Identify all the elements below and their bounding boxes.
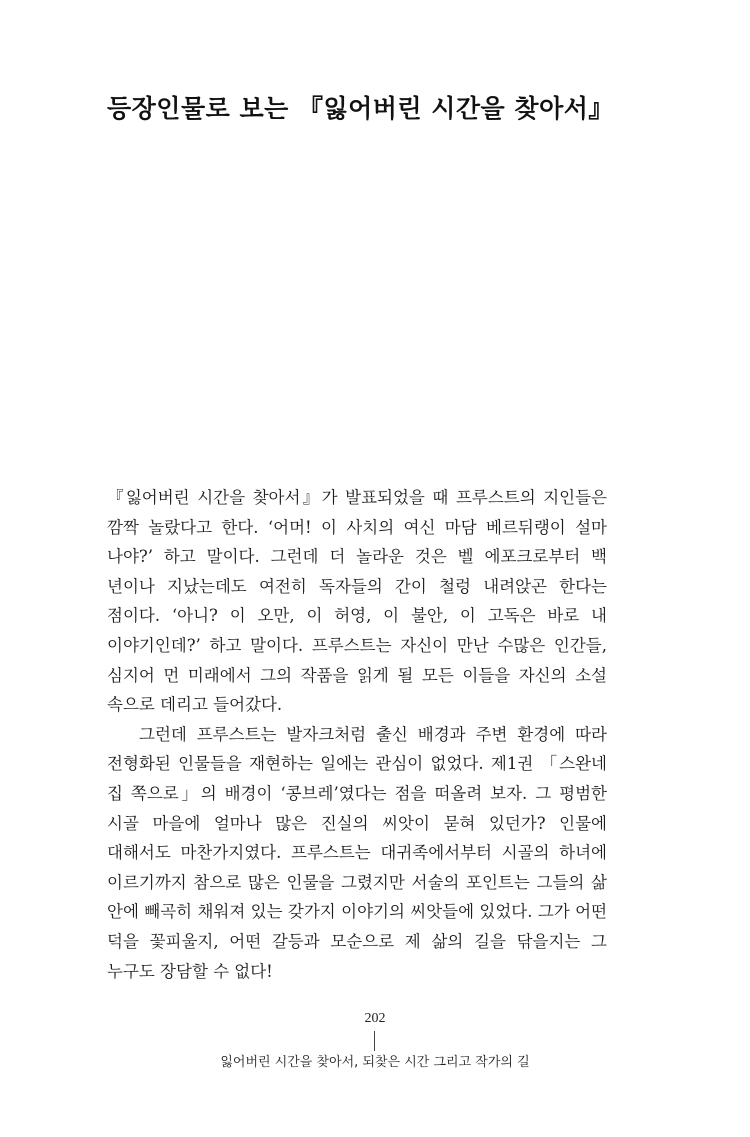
paragraph: 그런데 프루스트는 발자크처럼 출신 배경과 주변 환경에 따라 전형화된 인물들을 재현하는 일에는 관심이 없었다. 제1권 「스완네 집 쪽으로」의 배경이 ‘콩브레’였다는 점을 떠올려 보자. 그 평범한 시골 마을에 얼마나 많은 진실의 씨앗이 묻혀 있던가? 인물에 대해서도 마찬가지였다. 프루스트는 대귀족에서부터 시골의 하녀에 이르기까지 참으로 많은 인물을 그렸지만 서술의 포인트는 그들의 삶 안에 빼곡히 채워져 있는 갖가지 이야기의 씨앗들에 있었다. 그가 어떤 덕을 꽃피울지, 어떤 갈등과 모순으로 제 삶의 길을 닦을지는 그 누구도 장담할 수 없다! <box>107 724 607 981</box>
footer-divider <box>374 1031 375 1051</box>
running-footer: 잃어버린 시간을 찾아서, 되찾은 시간 그리고 작가의 길 <box>220 1055 530 1070</box>
page-number: 202 <box>364 1011 386 1026</box>
paragraph: 『잃어버린 시간을 찾아서』가 발표되었을 때 프루스트의 지인들은 깜짝 놀랐다고 한다. ‘어머! 이 사치의 여신 마담 베르뒤랭이 설마 나야?’ 하고 말이다. 그런데 더 놀라운 것은 벨 에포크로부터 백 년이나 지났는데도 여전히 독자들의 간이 철렁 내려앉곤 한다는 점이다. ‘아니? 이 오만, 이 허영, 이 불안, 이 고독은 바로 내 이야기인데?’ 하고 말이다. 프루스트는 자신이 만난 수많은 인간들, 심지어 먼 미래에서 그의 작품을 읽게 될 모든 이들을 자신의 소설 속으로 데리고 들어갔다. <box>107 488 607 715</box>
chapter-title: 등장인물로 보는 『잃어버린 시간을 찾아서』 <box>107 94 614 123</box>
body-text <box>107 483 607 986</box>
